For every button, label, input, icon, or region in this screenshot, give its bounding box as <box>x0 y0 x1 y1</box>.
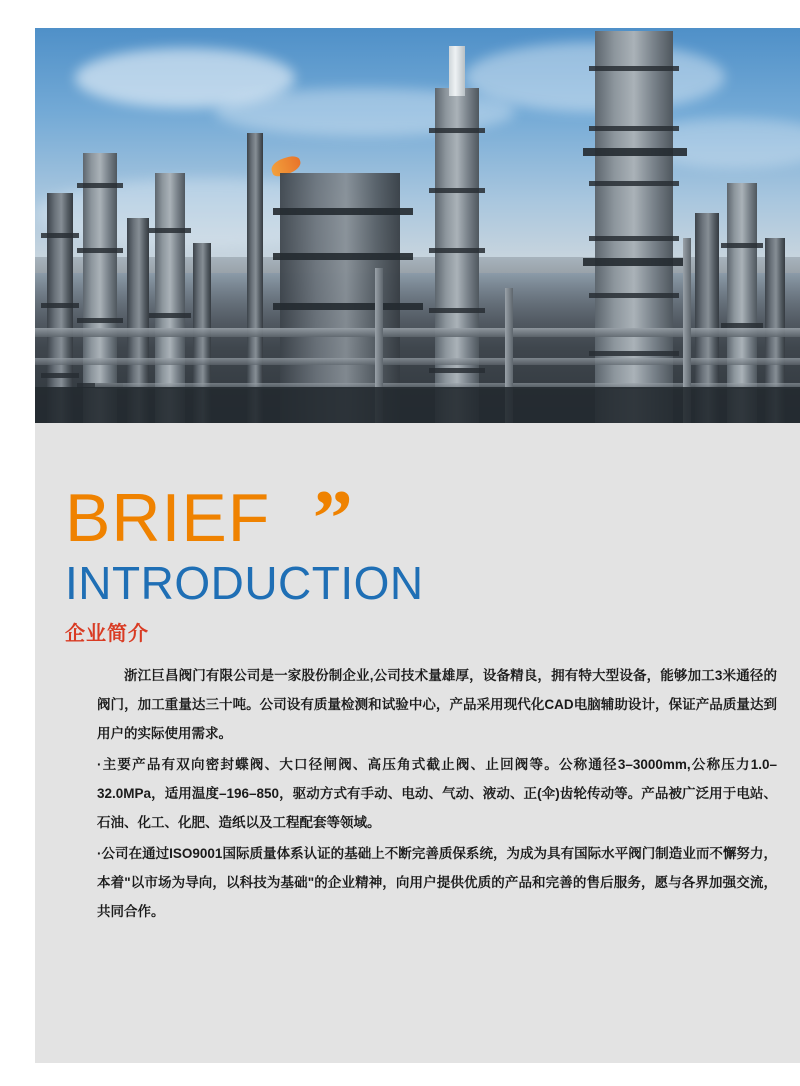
vent-stack <box>449 46 465 96</box>
platform-deck <box>273 208 413 215</box>
page-title-main: BRIEF <box>65 480 271 556</box>
ground-structure <box>35 387 800 423</box>
quote-mark-icon: ” <box>312 475 353 563</box>
distillation-column <box>435 88 479 423</box>
page-title-sub: INTRODUCTION <box>65 557 424 609</box>
content-panel <box>35 423 800 1063</box>
hero-image-industrial-plant <box>35 28 800 423</box>
platform-deck <box>583 258 687 266</box>
paragraph: ·公司在通过ISO9001国际质量体系认证的基础上不断完善质保系统，为成为具有国际水平阀门制造业而不懈努力，本着"以市场为导向，以科技为基础"的企业精神，向用户提供优质的产品和完善的售后服务，愿与各界加强交流，共同合作。 <box>97 846 777 919</box>
platform-deck <box>273 303 423 310</box>
flare-stack <box>247 133 263 423</box>
title-block <box>65 475 424 646</box>
paragraph: ·主要产品有双向密封蝶阀、大口径闸阀、高压角式截止阀、止回阀等。公称通径3–3000mm,公称压力1.0–32.0MPa，适用温度–196–850，驱动方式有手动、电动、气动、液动、正(伞)齿轮传动等。产品被广泛用于电站、石油、化工、化肥、造纸以及工程配套等领域。 <box>97 757 777 830</box>
body-text <box>97 661 777 928</box>
platform-deck <box>583 148 687 156</box>
paragraph: 浙江巨昌阀门有限公司是一家股份制企业,公司技术量雄厚，设备精良，拥有特大型设备，能够加工3米通径的阀门，加工重量达三十吨。公司设有质量检测和试验中心，产品采用现代化CAD电脑辅助设计，保证产品质量达到用户的实际使用需求。 <box>97 668 777 741</box>
platform-deck <box>273 253 413 260</box>
page-title-chinese: 企业简介 <box>65 623 149 645</box>
